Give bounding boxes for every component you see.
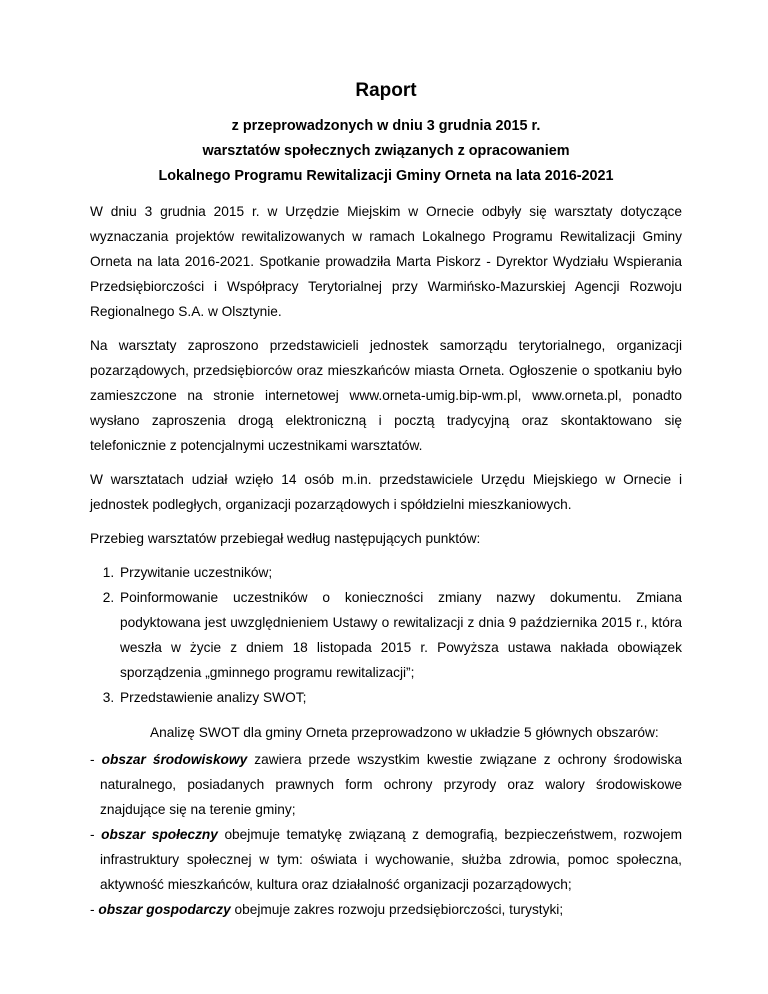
area-item-social bbox=[90, 822, 682, 897]
agenda-item: 2. Poinformowanie uczestników o konieczności zmiany nazwy dokumentu. Zmiana podyktowana jest uwzględnieniem Ustawy o rewitalizacji z dnia 9 października 2015 r., która weszła w życie z dniem 18 listopada 2015 r. Powyższa ustawa nakłada obowiązek sporządzenia „gminnego programu rewitalizacji”; bbox=[118, 585, 682, 685]
document-title: Raport bbox=[355, 80, 417, 101]
subtitle-line: Lokalnego Programu Rewitalizacji Gminy Orneta na lata 2016-2021 bbox=[158, 168, 614, 184]
paragraph-intro: W dniu 3 grudnia 2015 r. w Urzędzie Miejskim w Ornecie odbyły się warsztaty dotyczące wyznaczania projektów rewitalizowanych w ramach Lokalnego Programu Rewitalizacji Gminy Orneta na lata 2016-2021. Spotkanie prowadziła Marta Piskorz - Dyrektor Wydziału Wspierania Przedsiębiorczości i Współpracy Terytorialnej przy Warmińsko-Mazurskiej Agencji Rozwoju Regionalnego S.A. w Olsztynie. bbox=[90, 204, 682, 319]
agenda-item: 1. Przywitanie uczestników; bbox=[118, 560, 682, 585]
paragraph-participants: W warsztatach udział wzięło 14 osób m.in. przedstawiciele Urzędu Miejskiego w Ornecie i jednostek podległych, organizacji pozarządowych i spółdzielni mieszkaniowych. bbox=[90, 472, 682, 512]
area-description: obejmuje tematykę związaną z demografią, bezpieczeństwem, rozwojem infrastruktury społecznej w tym: oświata i wychowanie, służba zdrowia, pomoc społeczna, aktywność mieszkańców, kultura oraz działalność organizacji pozarządowych; bbox=[100, 827, 682, 892]
area-name: obszar środowiskowy bbox=[101, 752, 248, 767]
agenda-list bbox=[90, 560, 682, 710]
document-page bbox=[90, 80, 682, 922]
area-name: obszar społeczny bbox=[101, 827, 218, 842]
area-description: zawiera przede wszystkim kwestie związane z ochrony środowiska naturalnego, posiadanych prawnych form ochrony przyrody oraz walory środowiskowe znajdujące się na terenie gminy; bbox=[100, 752, 682, 817]
subtitle-line: z przeprowadzonych w dniu 3 grudnia 2015 r. bbox=[231, 118, 541, 134]
agenda-item: 3. Przedstawienie analizy SWOT; bbox=[118, 685, 682, 710]
swot-intro: Analizę SWOT dla gminy Orneta przeprowadzono w układzie 5 głównych obszarów: bbox=[150, 725, 659, 740]
area-item-environment bbox=[90, 747, 682, 822]
area-description: obejmuje zakres rozwoju przedsiębiorczości, turystyki; bbox=[230, 902, 564, 917]
area-item-economic bbox=[90, 897, 682, 922]
area-name: obszar gospodarczy bbox=[98, 902, 231, 917]
area-dash: - bbox=[90, 902, 99, 917]
paragraph-agenda-intro: Przebieg warsztatów przebiegał według następujących punktów: bbox=[90, 531, 481, 546]
area-dash: - bbox=[90, 827, 102, 842]
subtitle-line: warsztatów społecznych związanych z opracowaniem bbox=[202, 143, 570, 159]
area-dash: - bbox=[90, 752, 102, 767]
document-subtitle bbox=[90, 114, 682, 189]
paragraph-invitations: Na warsztaty zaproszono przedstawicieli jednostek samorządu terytorialnego, organizacji pozarządowych, przedsiębiorców oraz mieszkańców miasta Orneta. Ogłoszenie o spotkaniu było zamieszczone na stronie internetowej www.orneta-umig.bip-wm.pl, www.orneta.pl, ponadto wysłano zaproszenia drogą elektroniczną i pocztą tradycyjną oraz skontaktowano się telefonicznie z potencjalnymi uczestnikami warsztatów. bbox=[90, 338, 682, 453]
